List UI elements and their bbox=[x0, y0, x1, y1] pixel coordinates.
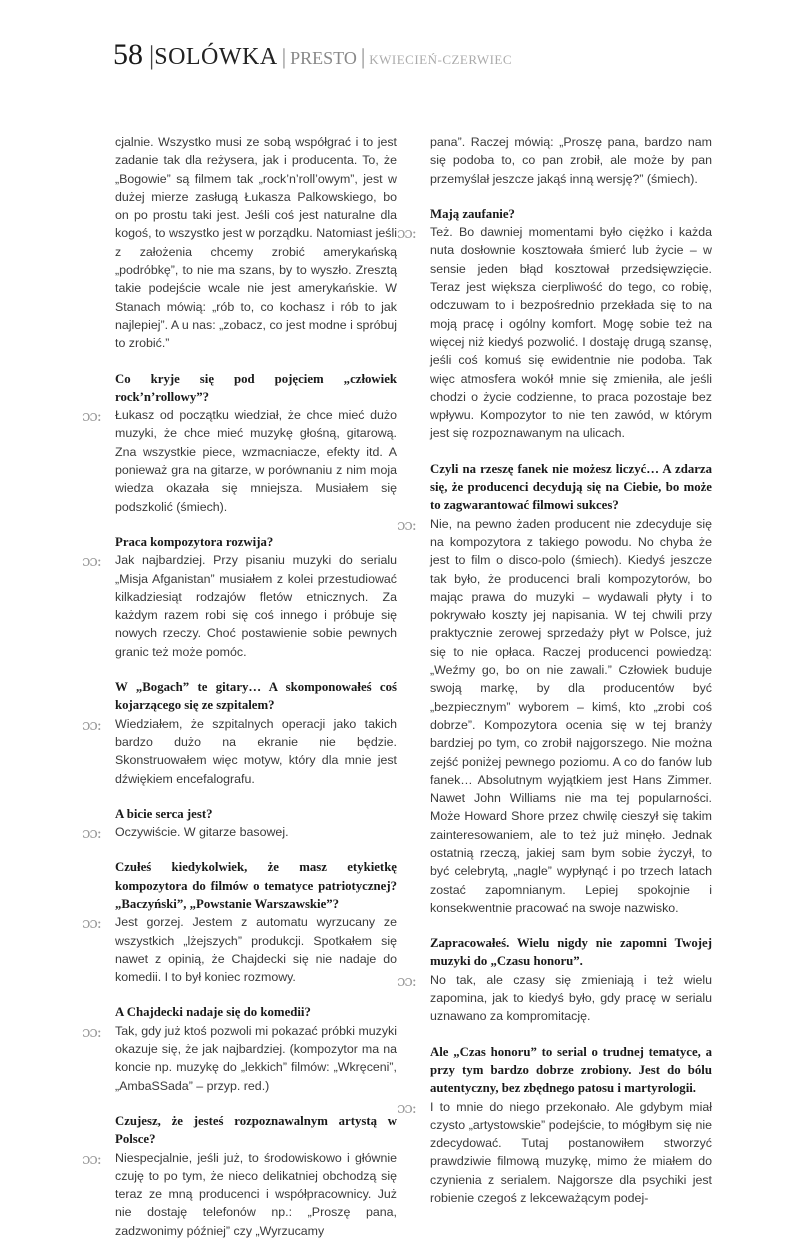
answer-quote-icon: ɔɔ: bbox=[397, 515, 416, 534]
answer-quote-icon: ɔɔ: bbox=[82, 914, 101, 933]
subsection-title: PRESTO bbox=[290, 48, 357, 68]
separator: | bbox=[360, 44, 366, 69]
answer: Łukasz od początku wiedział, że chce mieć dużo muzyki, że chce mieć muzykę głośną, gitarową. Zna wszystkie piece, wzmacniacze, efekty itd. A ponieważ gra na gitarze, w porównaniu z nim moja wiedza okazała się mniejsza. Musiałem się podszkolić (śmiech). bbox=[115, 408, 397, 514]
answer-quote-icon: ɔɔ: bbox=[82, 1149, 101, 1168]
qa-item bbox=[397, 205, 712, 443]
answer-quote-icon: ɔɔ: bbox=[82, 552, 101, 571]
qa-item bbox=[82, 1112, 397, 1240]
answer: Jak najbardziej. Przy pisaniu muzyki do serialu „Misja Afganistan” musiałem z kolei przestudiować kilkadziesiąt rodzajów fletów etnicznych. Za każdym razem robi się coś innego i próbuje się nowych rzeczy. Choć postawienie sobie pewnych granic też może pomóc. bbox=[115, 553, 397, 659]
section-title: SOLÓWKA bbox=[154, 44, 278, 70]
right-column bbox=[397, 133, 712, 1224]
answer-quote-icon: ɔɔ: bbox=[82, 1022, 101, 1041]
qa-item bbox=[82, 858, 397, 986]
answer: Też. Bo dawniej momentami było ciężko i każda nuta dosłownie kosztowała śmierć lub życie – w sensie jeden błąd kosztował przedsięwzięcie. Teraz jest większa cierpliwość do tego, co robię, odczuwam to i bezpośrednio przekłada się to na moją pracę i ogólny komfort. Mogę sobie też na więcej niż kiedyś pozwolić. I dostaję drugą szansę, jeśli coś komuś się ewidentnie nie podoba. Tak więc atmosfera wokół mnie się zmieniła, ale jeśli chodzi o życie codzienne, to praca pozostaje bez wpływu. Kompozytor to nie ten zawód, w którym jest się rozpoznawanym na ulicach. bbox=[430, 225, 712, 441]
intro-paragraph: cjalnie. Wszystko musi ze sobą współgrać i to jest zadanie tak dla reżysera, jak i producenta. To, że „Bogowie” są filmem tak „rock’n’roll’owym”, jest w dużej mierze zasługą Łukasza Palkowskiego, bo on po prostu taki jest. Jeśli coś jest naturalne dla kogoś, to wszystko jest w porządku. Natomiast jeśli z założenia chcemy zrobić amerykańską „podróbkę”, to nie ma szans, by to wyszło. Zresztą takie podejście wcale nie jest amerykańskie. W Stanach mówią: „rób to, co kochasz i rób to jak najlepiej”. A u nas: „zobacz, co jest modne i spróbuj to zrobić.” bbox=[115, 135, 397, 351]
separator: | bbox=[281, 44, 287, 69]
separator: | bbox=[149, 41, 155, 70]
question: W „Bogach” te gitary… A skomponowałeś coś kojarzącego się ze szpitalem? bbox=[115, 680, 397, 713]
question: Co kryje się pod pojęciem „człowiek rock’n’rollowy”? bbox=[115, 371, 397, 404]
answer-quote-icon: ɔɔ: bbox=[82, 715, 101, 734]
answer: I to mnie do niego przekonało. Ale gdybym miał czysto „artystowskie” podejście, to mógłbym się nie zdecydować. Tutaj postanowiłem stworzyć prawdziwie filmową muzykę, mimo że miałem do czynienia z serialem. Najgorsze dla psychiki jest robienie czegoś z lekceważącym podej- bbox=[430, 1099, 712, 1206]
intro-paragraph: pana”. Raczej mówią: „Proszę pana, bardzo nam się podoba to, co pan zrobił, ale może by pan przemyślał jeszcze jakąś inną wersję?” (śmiech). bbox=[430, 135, 712, 186]
answer: Wiedziałem, że szpitalnych operacji jako takich bardzo dużo na ekranie nie będzie. Skonstruowałem więc motyw, który dla mnie jest dźwiękiem encefalografu. bbox=[115, 716, 397, 786]
answer: Nie, na pewno żaden producent nie zdecyduje się na kompozytora z takiego powodu. No chyba że jest to film o disco-polo (śmiech). Kiedyś jeszcze tak było, że producenci brali kompozytorów, bo mając prawa do muzyki – wydawali płyty i to pokrywało koszty jej napisania. W tej chwili przy praktycznie zerowej sprzedaży płyt w Polsce, już się to nie opłaca. Raczej producenci powiedzą: „Weźmy go, bo on nie zawali.” Człowiek buduje swoją markę, by dla producentów być „bezpiecznym” wyborem – kimś, kto „zrobi coś dobrze”. Kompozytora ocenia się w tej branży bardziej po tym, co zrobił najgorszego. Nie można zejść poniżej pewnego poziomu. A co do fanów lub fanek… Absolutnym wyjątkiem jest Hans Zimmer. Nawet John Williams nie ma tej popularności. Może Howard Shore przez chwilę cieszył się takim zainteresowaniem, ale to też już minęło. Jednak ostatnią rzeczą, jakiej sam bym sobie życzył, to być celebrytą, „nagle” wypłynąć i po trzech latach zostać zapomnianym. Lepiej spokojnie i konsekwentnie pracować na swoje nazwisko. bbox=[430, 516, 712, 915]
qa-item bbox=[82, 678, 397, 788]
page-number: 58 bbox=[113, 38, 143, 71]
answer-quote-icon: ɔɔ: bbox=[397, 971, 416, 990]
left-column bbox=[82, 133, 397, 1257]
answer-quote-icon: ɔɔ: bbox=[82, 824, 101, 843]
qa-item bbox=[397, 1043, 712, 1208]
qa-item bbox=[82, 533, 397, 661]
answer: Niespecjalnie, jeśli już, to środowiskowo i głównie czuję to po tym, że nieco delikatniej obchodzą się teraz ze mną producenci i współpracownicy. Już nie dostaję telefonów np.: „Proszę pana, zadzwonimy później” czy „Wyrzucamy bbox=[115, 1150, 397, 1238]
question: Praca kompozytora rozwija? bbox=[115, 534, 274, 549]
question: Czyli na rzeszę fanek nie możesz liczyć… A zdarza się, że producenci decydują się na Ciebie, bo może to zagwarantować filmowi sukces? bbox=[430, 461, 712, 513]
qa-item bbox=[397, 460, 712, 917]
answer: Tak, gdy już ktoś pozwoli mi pokazać próbki muzyki okazuje się, że jak najbardziej. (kompozytor ma na koncie np. muzykę do „lekkich” filmów: „Wkręceni”, „AmbaSSada” – przyp. red.) bbox=[115, 1023, 397, 1093]
question: A Chajdecki nadaje się do komedii? bbox=[115, 1005, 311, 1020]
answer-quote-icon: ɔɔ: bbox=[397, 224, 416, 243]
issue-date: KWIECIEŃ-CZERWIEC bbox=[369, 52, 513, 67]
answer-quote-icon: ɔɔ: bbox=[397, 1098, 416, 1117]
qa-item bbox=[82, 805, 397, 843]
question: Czułeś kiedykolwiek, że masz etykietkę kompozytora do filmów o tematyce patriotycznej? „Baczyński”, „Powstanie Warszawskie”? bbox=[115, 860, 397, 911]
answer: Oczywiście. W gitarze basowej. bbox=[115, 825, 289, 840]
question: Zapracowałeś. Wielu nigdy nie zapomni Twojej muzyki do „Czasu honoru”. bbox=[430, 936, 712, 969]
answer: Jest gorzej. Jestem z automatu wyrzucany ze wszystkich „lżejszych” produkcji. Spotkałem się nawet z opinią, że Chajdecki się nie nadaje do komedii. I to był koniec rozmowy. bbox=[115, 915, 397, 985]
question: Czujesz, że jesteś rozpoznawalnym artystą w Polsce? bbox=[115, 1113, 397, 1147]
question: A bicie serca jest? bbox=[115, 806, 213, 821]
answer-quote-icon: ɔɔ: bbox=[82, 407, 101, 426]
question: Mają zaufanie? bbox=[430, 206, 515, 221]
qa-item bbox=[397, 934, 712, 1025]
qa-item bbox=[82, 370, 397, 516]
page-header bbox=[113, 38, 512, 74]
question: Ale „Czas honoru” to serial o trudnej tematyce, a przy tym bardzo dobrze zrobiony. Jest do bólu autentyczny, bez zbędnego patosu i martyrologii. bbox=[430, 1044, 712, 1096]
answer: No tak, ale czasy się zmieniają i też wielu zapomina, jak to kiedyś było, gdy pracę w serialu uznawano za kompromitację. bbox=[430, 972, 712, 1024]
qa-item bbox=[82, 1003, 397, 1094]
